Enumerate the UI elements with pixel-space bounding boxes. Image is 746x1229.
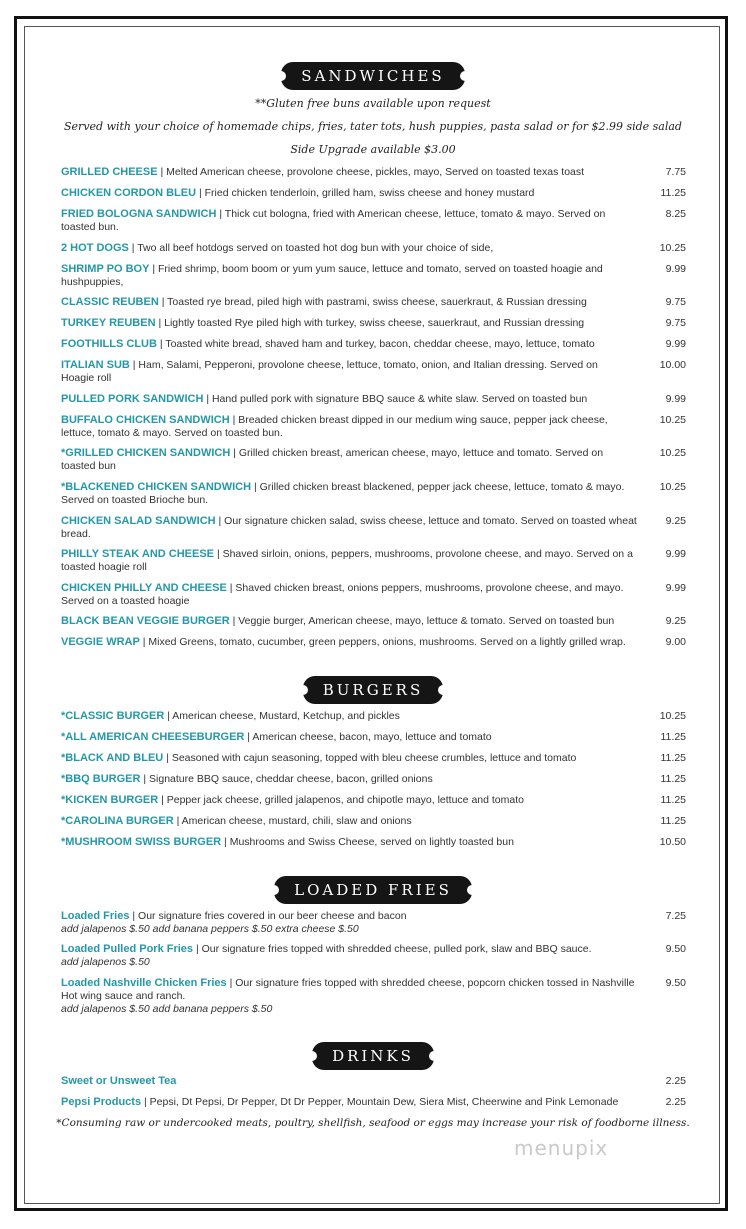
item-desc: | Toasted rye bread, piled high with pastrami, swiss cheese, sauerkraut, & Russian dressing — [161, 296, 587, 308]
item-addons: add jalapenos $.50 add banana peppers $.50 extra cheese $.50 — [61, 923, 359, 935]
burgers-title: BURGERS — [303, 676, 443, 704]
item-price: 10.25 — [659, 710, 686, 722]
menu-item — [61, 815, 686, 828]
item-addons: add jalapenos $.50 add banana peppers $.50 — [61, 1003, 273, 1015]
item-price: 10.50 — [659, 836, 686, 848]
menu-item — [61, 836, 686, 849]
item-name: *CAROLINA BURGER — [61, 815, 174, 827]
menu-item — [61, 447, 686, 473]
item-price: 9.99 — [665, 582, 686, 594]
item-name: *CLASSIC BURGER — [61, 710, 165, 722]
menu-item — [61, 773, 686, 786]
item-name: Loaded Pulled Pork Fries — [61, 943, 194, 955]
item-desc: | Our signature fries covered in our beer cheese and bacon — [132, 910, 407, 922]
item-name: CHICKEN CORDON BLEU — [61, 187, 197, 199]
watermark-logo: menupix — [514, 1136, 609, 1160]
menu-item — [61, 263, 686, 289]
item-name: *BBQ BURGER — [61, 773, 141, 785]
menu-item — [61, 296, 686, 309]
item-price: 10.25 — [659, 414, 686, 426]
item-desc: | Pepsi, Dt Pepsi, Dr Pepper, Dt Dr Pepper, Mountain Dew, Siera Mist, Cheerwine and Pink Lemonade — [144, 1096, 619, 1108]
item-name: GRILLED CHEESE — [61, 166, 158, 178]
item-name: BUFFALO CHICKEN SANDWICH — [61, 414, 230, 426]
item-desc: | Our signature fries topped with shredded cheese, popcorn chicken tossed in Nashville Hot wing sauce and ranch. — [61, 977, 635, 1002]
item-desc: | Toasted white bread, shaved ham and turkey, bacon, cheddar cheese, mayo, lettuce, tomato — [159, 338, 595, 350]
item-desc: | Seasoned with cajun seasoning, topped with bleu cheese crumbles, lettuce and tomato — [166, 752, 577, 764]
menu-item — [61, 242, 686, 255]
item-price: 9.25 — [665, 615, 686, 627]
item-price: 10.25 — [659, 242, 686, 254]
item-price: 9.75 — [665, 317, 686, 329]
item-price: 9.99 — [665, 338, 686, 350]
item-price: 9.25 — [665, 515, 686, 527]
item-desc: | Shaved sirloin, onions, peppers, mushrooms, provolone cheese, and mayo. Served on a toasted hoagie roll — [61, 548, 633, 573]
item-name: Pepsi Products — [61, 1096, 142, 1108]
item-name: Sweet or Unsweet Tea — [61, 1075, 177, 1087]
item-desc: | Pepper jack cheese, grilled jalapenos, and chipotle mayo, lettuce and tomato — [161, 794, 524, 806]
item-desc: | Mushrooms and Swiss Cheese, served on lightly toasted bun — [224, 836, 514, 848]
menu-item — [61, 338, 686, 351]
item-price: 10.25 — [659, 447, 686, 459]
menu-item — [61, 636, 686, 649]
menu-item — [61, 710, 686, 723]
item-price: 7.75 — [665, 166, 686, 178]
item-name: PULLED PORK SANDWICH — [61, 393, 204, 405]
item-desc: | Breaded chicken breast dipped in our medium wing sauce, pepper jack cheese, lettuce, tomato & mayo. Served on toasted bun. — [61, 414, 608, 439]
sides-note: Served with your choice of homemade chips, fries, tater tots, hush puppies, pasta salad or for $2.99 side salad — [64, 120, 682, 133]
item-price: 9.99 — [665, 548, 686, 560]
fries-header — [0, 876, 746, 904]
item-desc: | American cheese, mustard, chili, slaw and onions — [176, 815, 412, 827]
menu-item — [61, 752, 686, 765]
item-desc: | Mixed Greens, tomato, cucumber, green peppers, onions, mushrooms. Served on a lightly grilled wrap. — [142, 636, 626, 648]
burgers-header — [0, 676, 746, 704]
menu-item — [61, 548, 686, 574]
sandwiches-header — [0, 62, 746, 90]
menu-item — [61, 481, 686, 507]
item-desc: | Thick cut bologna, fried with American cheese, lettuce, tomato & mayo. Served on toasted bun. — [61, 208, 606, 233]
item-desc: | Melted American cheese, provolone cheese, pickles, mayo, Served on toasted texas toast — [160, 166, 585, 178]
item-desc: | Shaved chicken breast, onions peppers, mushrooms, provolone cheese, and mayo. Served on a toasted hoagie — [61, 582, 624, 607]
upgrade-note: Side Upgrade available $3.00 — [290, 143, 456, 156]
item-name: *BLACKENED CHICKEN SANDWICH — [61, 481, 252, 493]
gluten-note: **Gluten free buns available upon request — [255, 97, 491, 110]
item-price: 11.25 — [660, 773, 686, 785]
item-price: 9.99 — [665, 263, 686, 275]
item-name: *BLACK AND BLEU — [61, 752, 164, 764]
item-price: 7.25 — [665, 910, 686, 922]
menu-item — [61, 1075, 686, 1088]
menu-item — [61, 943, 686, 969]
item-desc: | Grilled chicken breast, american cheese, mayo, lettuce and tomato. Served on toasted bun — [61, 447, 604, 472]
item-name: CHICKEN PHILLY AND CHEESE — [61, 582, 227, 594]
item-desc: | Our signature fries topped with shredded cheese, pulled pork, slaw and BBQ sauce. — [195, 943, 592, 955]
menu-item — [61, 187, 686, 200]
item-desc: | American cheese, bacon, mayo, lettuce and tomato — [247, 731, 492, 743]
item-price: 10.25 — [659, 481, 686, 493]
item-addons: add jalapenos $.50 — [61, 956, 150, 968]
item-price: 11.25 — [660, 187, 686, 199]
menu-item — [61, 582, 686, 608]
menu-item — [61, 977, 686, 1016]
item-price: 9.00 — [665, 636, 686, 648]
item-desc: | Two all beef hotdogs served on toasted hot dog bun with your choice of side, — [131, 242, 494, 254]
item-name: *ALL AMERICAN CHEESEBURGER — [61, 731, 245, 743]
menu-item — [61, 515, 686, 541]
item-desc: | American cheese, Mustard, Ketchup, and pickles — [167, 710, 400, 722]
item-desc: | Fried chicken tenderloin, grilled ham, swiss cheese and honey mustard — [198, 187, 535, 199]
menu-item — [61, 731, 686, 744]
item-price: 11.25 — [660, 794, 686, 806]
item-name: SHRIMP PO BOY — [61, 263, 150, 275]
item-desc: | Ham, Salami, Pepperoni, provolone cheese, lettuce, tomato, onion, and Italian dressing. Served on Hoagie roll — [61, 359, 598, 384]
item-desc: | Hand pulled pork with signature BBQ sauce & white slaw. Served on toasted bun — [206, 393, 588, 405]
item-price: 2.25 — [665, 1096, 686, 1108]
item-price: 9.75 — [665, 296, 686, 308]
item-name: CHICKEN SALAD SANDWICH — [61, 515, 216, 527]
item-name: Loaded Fries — [61, 910, 130, 922]
drinks-title: DRINKS — [312, 1042, 434, 1070]
fries-title: LOADED FRIES — [274, 876, 472, 904]
menu-item — [61, 359, 686, 385]
item-name: *MUSHROOM SWISS BURGER — [61, 836, 222, 848]
menu-item — [61, 414, 686, 440]
item-name: Loaded Nashville Chicken Fries — [61, 977, 227, 989]
item-price: 2.25 — [665, 1075, 686, 1087]
menu-item — [61, 166, 686, 179]
item-desc: | Fried shrimp, boom boom or yum yum sauce, lettuce and tomato, served on toasted hoagie and hushpuppies, — [61, 263, 603, 288]
item-price: 8.25 — [665, 208, 686, 220]
item-name: *GRILLED CHICKEN SANDWICH — [61, 447, 231, 459]
item-desc: | Signature BBQ sauce, cheddar cheese, bacon, grilled onions — [143, 773, 433, 785]
item-name: TURKEY REUBEN — [61, 317, 156, 329]
sandwiches-title: SANDWICHES — [281, 62, 464, 90]
menu-item — [61, 208, 686, 234]
item-desc: | Veggie burger, American cheese, mayo, lettuce & tomato. Served on toasted bun — [232, 615, 615, 627]
menu-item — [61, 1096, 686, 1109]
item-name: PHILLY STEAK AND CHEESE — [61, 548, 215, 560]
menu-item — [61, 910, 686, 936]
item-name: *KICKEN BURGER — [61, 794, 159, 806]
menu-item — [61, 317, 686, 330]
menu-item — [61, 794, 686, 807]
item-desc: | Lightly toasted Rye piled high with turkey, swiss cheese, sauerkraut, and Russian dressing — [158, 317, 585, 329]
item-name: 2 HOT DOGS — [61, 242, 129, 254]
item-name: FRIED BOLOGNA SANDWICH — [61, 208, 217, 220]
item-name: CLASSIC REUBEN — [61, 296, 159, 308]
item-price: 9.50 — [665, 977, 686, 989]
menu-item — [61, 393, 686, 406]
item-name: ITALIAN SUB — [61, 359, 130, 371]
item-desc: | Grilled chicken breast blackened, pepper jack cheese, lettuce, tomato & mayo. Served on toasted Brioche bun. — [61, 481, 625, 506]
item-price: 9.50 — [665, 943, 686, 955]
item-price: 10.00 — [659, 359, 686, 371]
drinks-header — [0, 1042, 746, 1070]
item-name: VEGGIE WRAP — [61, 636, 140, 648]
item-price: 11.25 — [660, 731, 686, 743]
item-name: FOOTHILLS CLUB — [61, 338, 157, 350]
foodborne-disclaimer: *Consuming raw or undercooked meats, poultry, shellfish, seafood or eggs may increase your risk of foodborne illness. — [56, 1117, 690, 1129]
menu-item — [61, 615, 686, 628]
item-price: 11.25 — [660, 815, 686, 827]
item-desc: | Our signature chicken salad, swiss cheese, lettuce and tomato. Served on toasted wheat bread. — [61, 515, 637, 540]
item-name: BLACK BEAN VEGGIE BURGER — [61, 615, 230, 627]
item-price: 9.99 — [665, 393, 686, 405]
item-price: 11.25 — [660, 752, 686, 764]
